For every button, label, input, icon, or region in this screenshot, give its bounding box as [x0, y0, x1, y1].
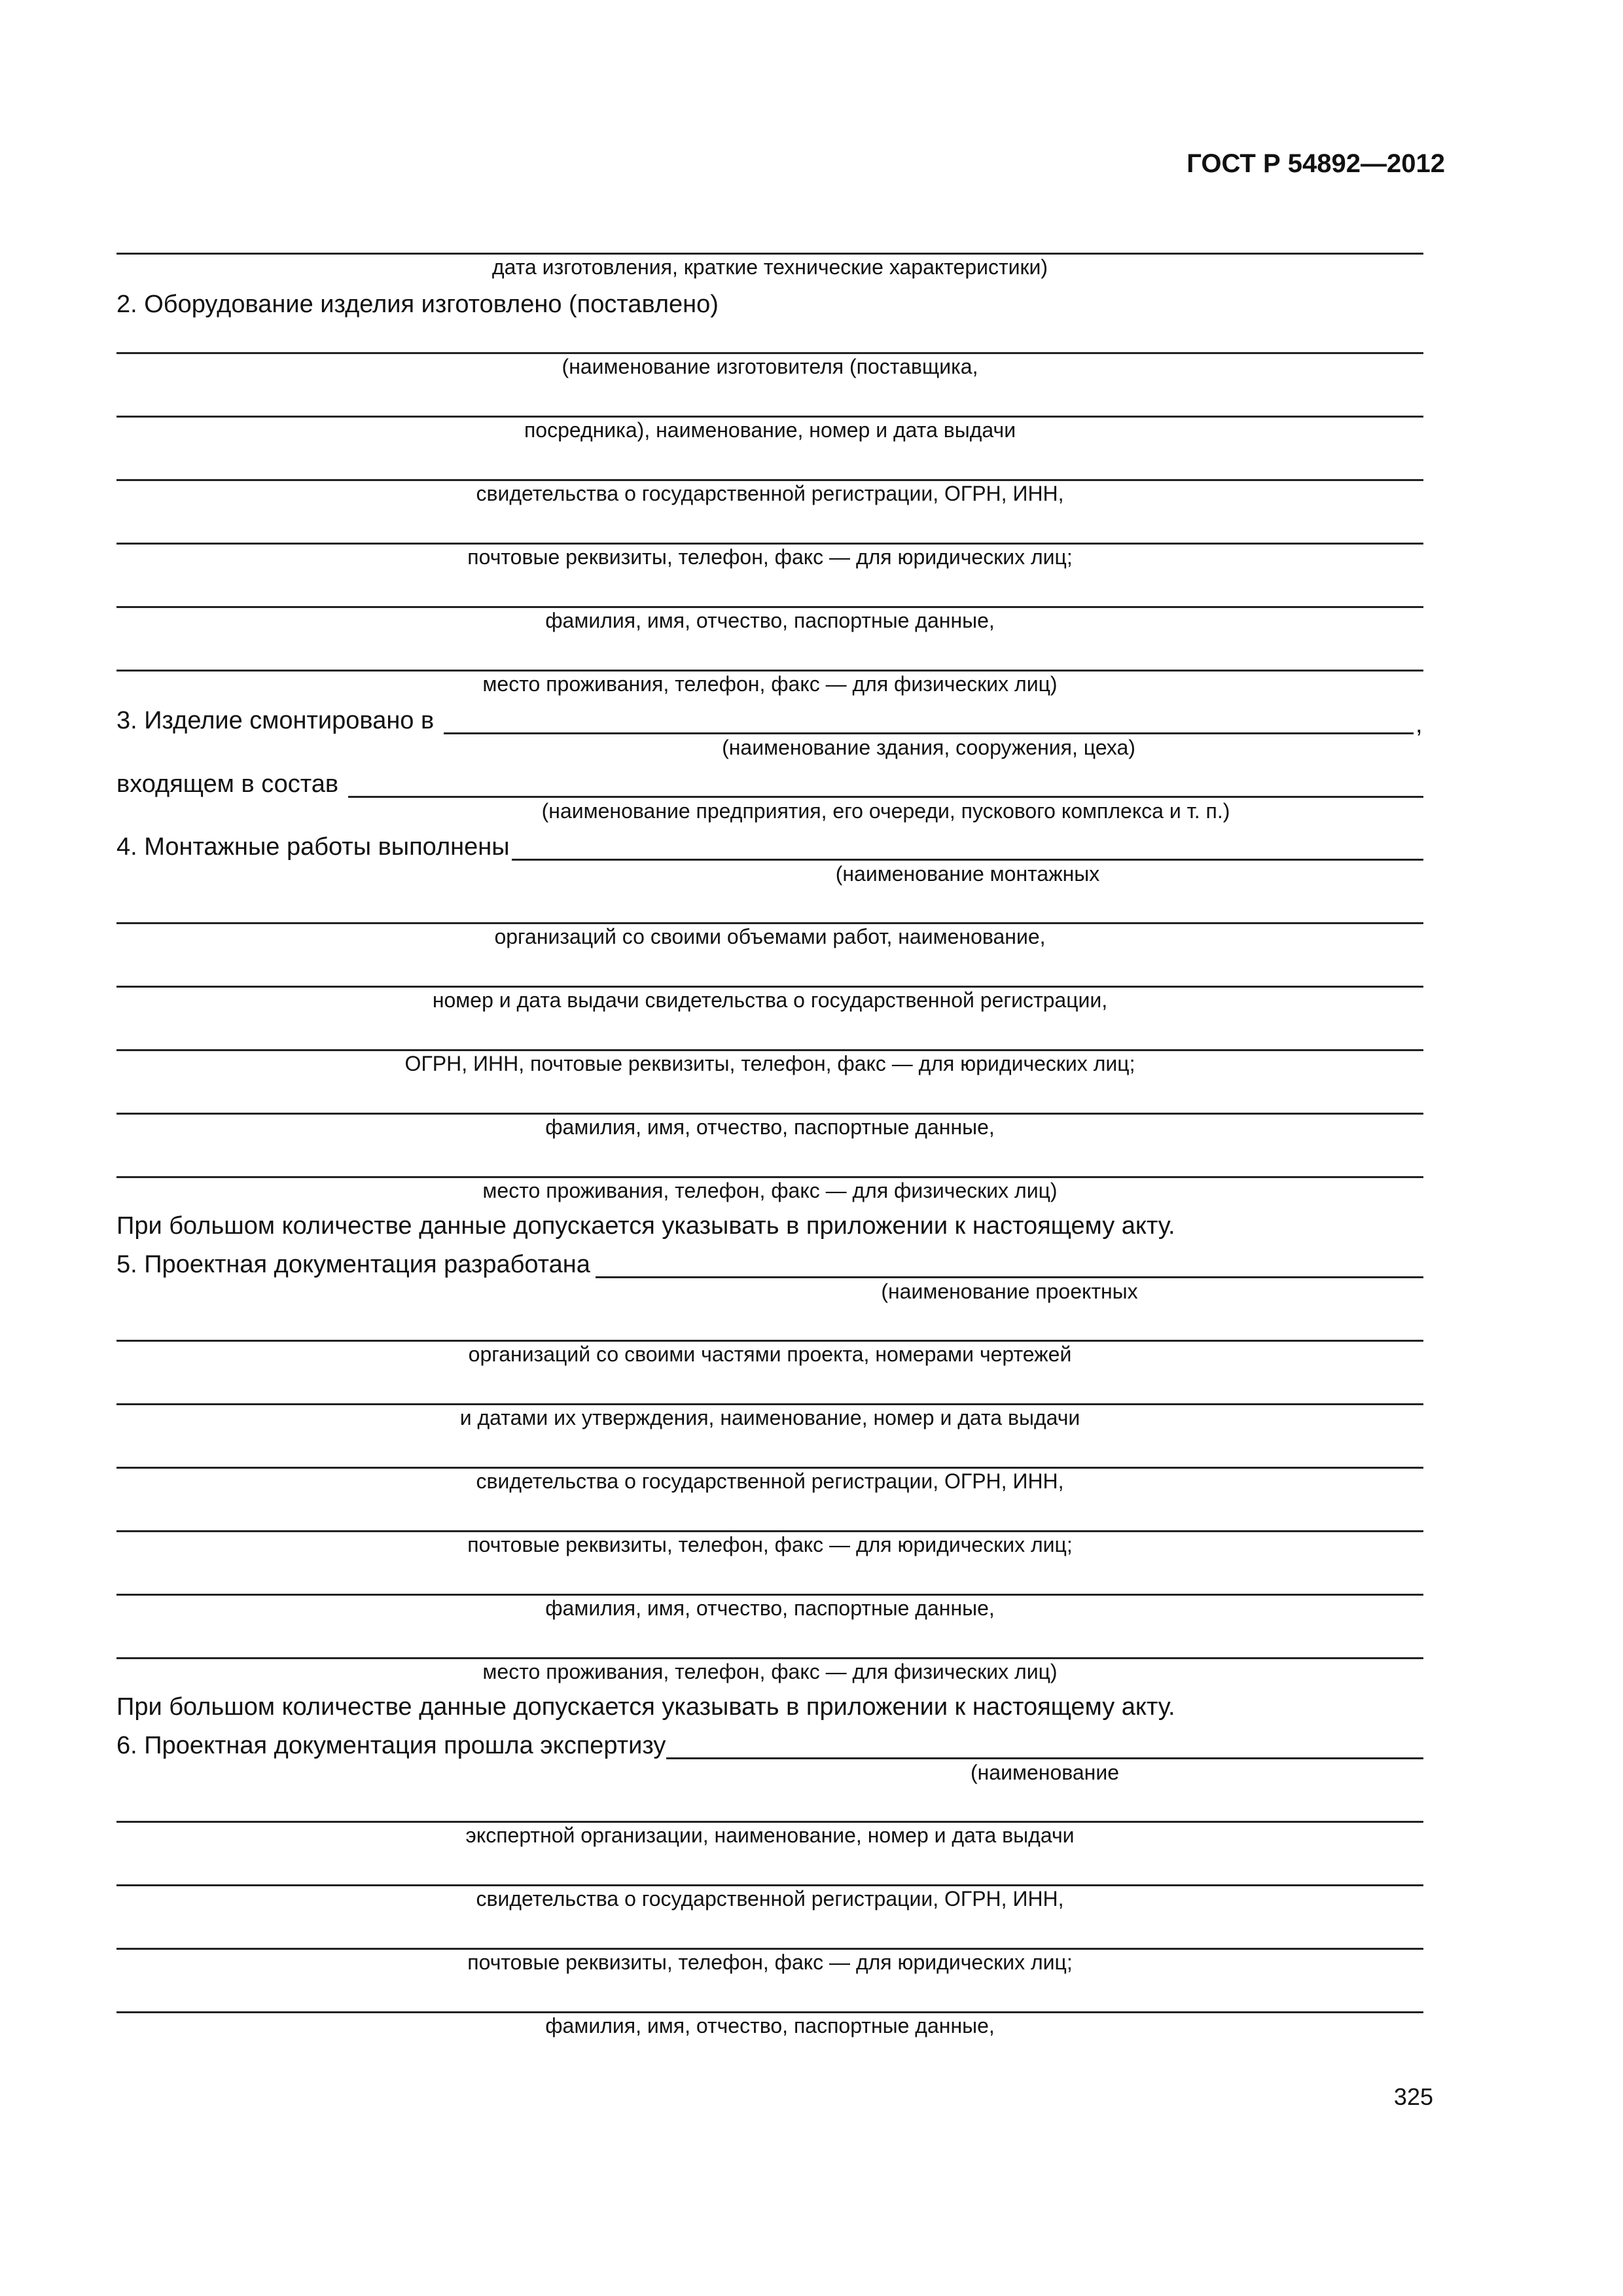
field-caption: экспертной организации, наименование, номер и дата выдачи [465, 1823, 1075, 1847]
fill-line[interactable] [116, 2011, 1423, 2013]
field-caption: посредника), наименование, номер и дата выдачи [524, 418, 1016, 442]
fill-line[interactable] [116, 543, 1423, 545]
field-caption: ОГРН, ИНН, почтовые реквизиты, телефон, факс — для юридических лиц; [404, 1052, 1135, 1075]
fill-line[interactable] [116, 1948, 1423, 1950]
field-caption: (наименование монтажных [835, 862, 1100, 886]
enterprise-fill-line[interactable] [348, 796, 1423, 798]
item-3-text: 3. Изделие смонтировано в [116, 707, 435, 734]
field-caption: почтовые реквизиты, телефон, факс — для юридических лиц; [467, 545, 1073, 569]
field-caption: место проживания, телефон, факс — для физических лиц) [482, 1179, 1058, 1202]
field-caption: (наименование предприятия, его очереди, пускового комплекса и т. п.) [541, 799, 1230, 823]
fill-line[interactable] [116, 1049, 1423, 1051]
item-6-text: 6. Проектная документация прошла экспертизу [116, 1732, 666, 1759]
field-caption: организаций со своими частями проекта, номерами чертежей [468, 1342, 1072, 1366]
field-caption: место проживания, телефон, факс — для физических лиц) [482, 1660, 1058, 1683]
fill-line[interactable] [116, 1821, 1423, 1823]
field-caption: место проживания, телефон, факс — для физических лиц) [482, 672, 1058, 696]
field-caption: фамилия, имя, отчество, паспортные данные, [545, 2014, 995, 2037]
fill-line[interactable] [116, 352, 1423, 354]
field-caption: свидетельства о государственной регистрации, ОГРН, ИНН, [476, 1887, 1064, 1910]
field-caption: свидетельства о государственной регистрации, ОГРН, ИНН, [476, 482, 1064, 505]
field-caption: почтовые реквизиты, телефон, факс — для юридических лиц; [467, 1950, 1073, 1974]
item-3-text-2: входящем в состав [116, 770, 339, 798]
field-caption: дата изготовления, краткие технические характеристики) [491, 255, 1048, 279]
item-4-text: 4. Монтажные работы выполнены [116, 833, 510, 861]
field-caption: (наименование [970, 1761, 1120, 1784]
fill-line[interactable] [116, 416, 1423, 418]
fill-line[interactable] [116, 670, 1423, 672]
fill-line[interactable] [116, 1657, 1423, 1659]
field-caption: (наименование проектных [881, 1280, 1138, 1303]
fill-line[interactable] [116, 1467, 1423, 1469]
fill-line[interactable] [116, 986, 1423, 988]
fill-line[interactable] [116, 606, 1423, 608]
field-caption: (наименование изготовителя (поставщика, [562, 355, 978, 378]
trailing-comma: , [1416, 711, 1423, 738]
fill-line[interactable] [666, 1757, 1423, 1759]
field-caption: фамилия, имя, отчество, паспортные данные, [545, 1596, 995, 1620]
fill-line[interactable] [116, 1530, 1423, 1532]
fill-line[interactable] [116, 1884, 1423, 1886]
fill-line[interactable] [596, 1276, 1423, 1278]
field-caption: организаций со своими объемами работ, наименование, [494, 925, 1046, 948]
fill-line[interactable] [116, 1594, 1423, 1596]
fill-line[interactable] [116, 253, 1423, 255]
item-4-note: При большом количестве данные допускается указывать в приложении к настоящему акту. [116, 1212, 1175, 1240]
document-standard-code: ГОСТ Р 54892—2012 [1186, 149, 1445, 178]
item-5-note: При большом количестве данные допускается указывать в приложении к настоящему акту. [116, 1693, 1175, 1721]
page-number: 325 [1393, 2083, 1433, 2110]
fill-line[interactable] [116, 922, 1423, 924]
fill-line[interactable] [512, 859, 1423, 861]
field-caption: и датами их утверждения, наименование, номер и дата выдачи [459, 1406, 1080, 1429]
field-caption: (наименование здания, сооружения, цеха) [722, 736, 1135, 759]
field-caption: фамилия, имя, отчество, паспортные данные, [545, 609, 995, 632]
item-5-text: 5. Проектная документация разработана [116, 1251, 590, 1278]
item-2-text: 2. Оборудование изделия изготовлено (поставлено) [116, 291, 719, 318]
field-caption: номер и дата выдачи свидетельства о государственной регистрации, [432, 988, 1108, 1012]
building-fill-line[interactable] [444, 732, 1414, 734]
field-caption: свидетельства о государственной регистрации, ОГРН, ИНН, [476, 1469, 1064, 1493]
field-caption: фамилия, имя, отчество, паспортные данные, [545, 1115, 995, 1139]
field-caption: почтовые реквизиты, телефон, факс — для юридических лиц; [467, 1533, 1073, 1556]
fill-line[interactable] [116, 479, 1423, 481]
fill-line[interactable] [116, 1113, 1423, 1115]
fill-line[interactable] [116, 1340, 1423, 1342]
fill-line[interactable] [116, 1176, 1423, 1178]
fill-line[interactable] [116, 1403, 1423, 1405]
